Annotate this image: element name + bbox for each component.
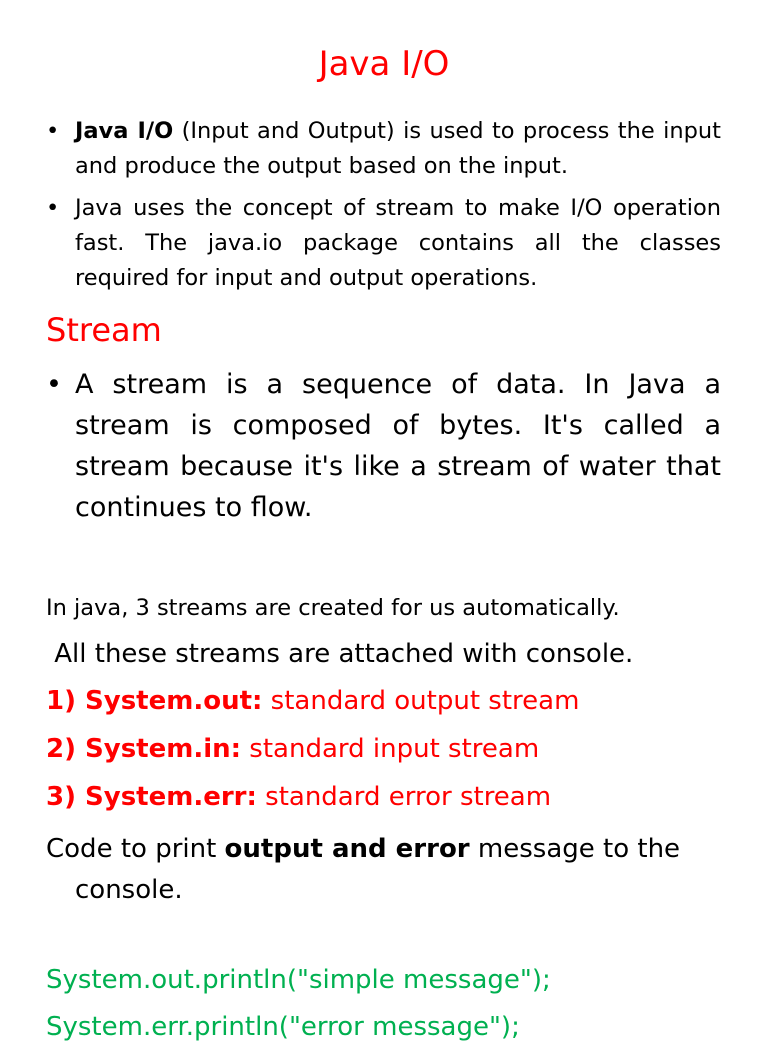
- stream-bullet: • A stream is a sequence of data. In Java a stream is composed of bytes. It's called a stream because it's like a stream of water that continues to flow.: [46, 364, 721, 528]
- intro-bullet-list: [46, 114, 721, 303]
- intro-bullet-1: [46, 114, 721, 184]
- code-intro-continuation: console.: [75, 875, 183, 905]
- code-line-out: System.out.println("simple message");: [46, 965, 551, 995]
- code-line-err: System.err.println("error message");: [46, 1012, 520, 1042]
- system-out-label: 1) System.out:: [46, 686, 263, 716]
- system-err-desc: standard error stream: [256, 782, 552, 812]
- system-out-desc: standard output stream: [262, 686, 580, 716]
- page-title: Java I/O: [318, 44, 450, 84]
- system-in-line: [46, 734, 539, 764]
- stream-heading: Stream: [46, 311, 162, 349]
- system-err-line: [46, 782, 551, 812]
- code-intro-bold: output and error: [224, 834, 470, 864]
- intro-bullet-1-text: (Input and Output) is used to process the input and produce the output based on the input.: [75, 118, 721, 179]
- intro-bullet-2: [46, 191, 721, 296]
- system-out-line: [46, 686, 579, 716]
- system-in-desc: standard input stream: [241, 734, 540, 764]
- code-intro-pre: Code to print: [46, 834, 225, 864]
- java-io-bold: Java I/O: [75, 118, 174, 144]
- system-err-label: 3) System.err:: [46, 782, 257, 812]
- system-in-label: 2) System.in:: [46, 734, 242, 764]
- intro-bullet-2-text: Java uses the concept of stream to make I/O operation fast. The java.io package contains all the classes required for input and output operations.: [75, 195, 721, 291]
- auto-streams-text: In java, 3 streams are created for us automatically.: [46, 595, 620, 621]
- attached-text: All these streams are attached with console.: [46, 639, 634, 669]
- code-intro-post: message to the: [469, 834, 681, 864]
- code-intro-text: [46, 829, 736, 911]
- stream-bullet-list: [46, 364, 721, 528]
